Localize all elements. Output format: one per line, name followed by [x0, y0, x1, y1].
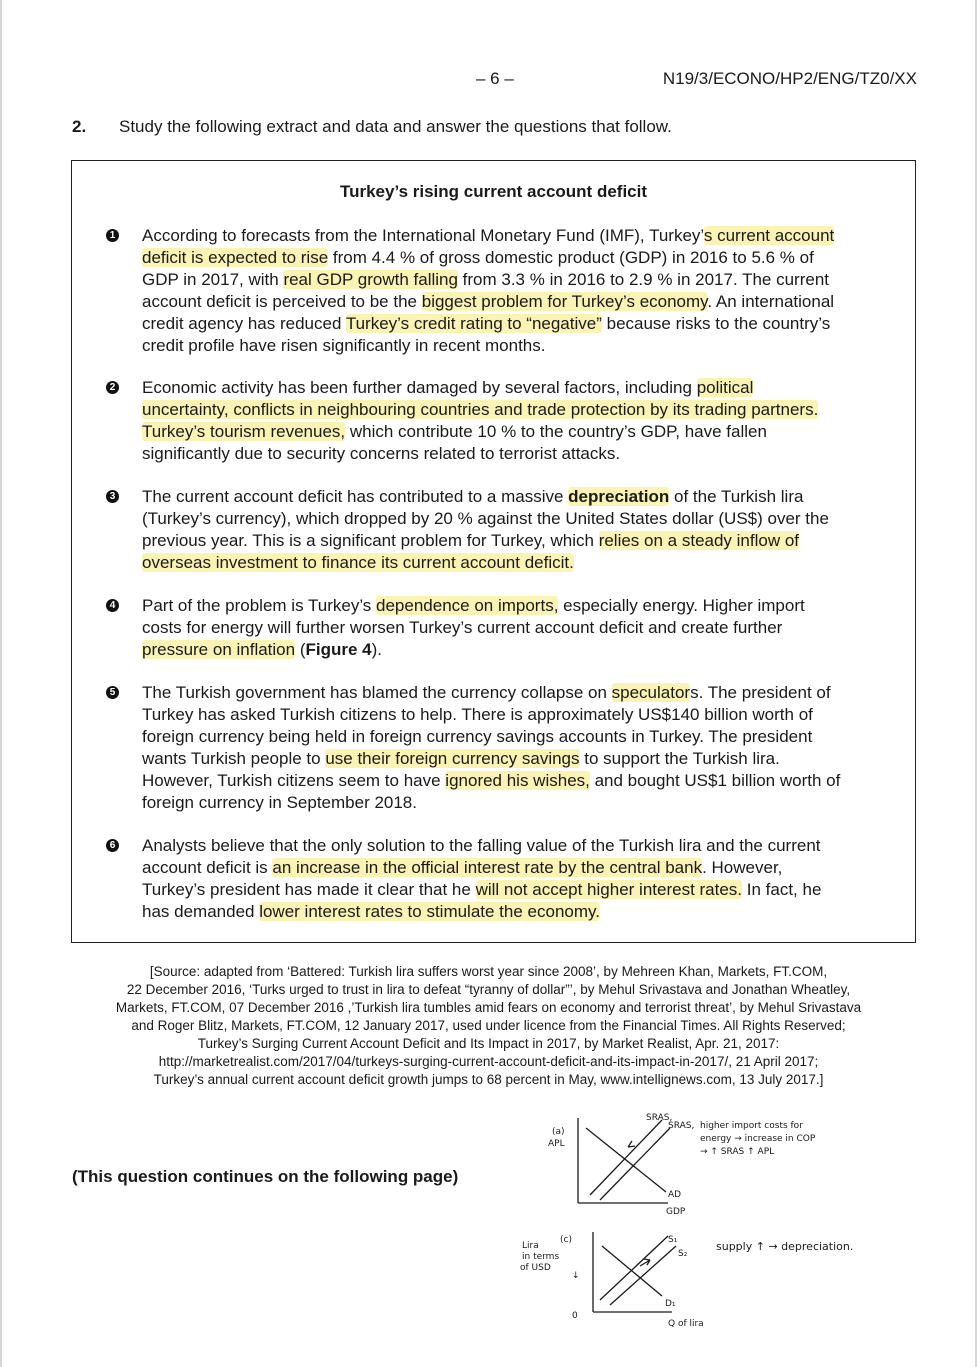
text-run: Turkey’s president has made it clear that he — [142, 880, 476, 899]
graph1-x-label: GDP — [666, 1207, 686, 1217]
graph2-y-label: of USD — [520, 1263, 551, 1273]
paragraph-marker-6: 6 — [106, 839, 119, 852]
graph2-supply-label: S₁ — [668, 1235, 678, 1245]
text-line — [142, 377, 902, 399]
paragraph-marker-1: 1 — [106, 229, 119, 242]
highlight: s current account — [703, 226, 835, 245]
page-edge — [0, 0, 2, 1367]
text-line: credit profile have risen significantly in recent months. — [142, 336, 546, 355]
text-run: which contribute 10 % to the country’s GDP, have fallen — [345, 422, 767, 441]
paragraph-marker-3: 3 — [106, 490, 119, 503]
text-line — [142, 639, 902, 661]
text-run: Part of the problem is Turkey’s — [142, 596, 377, 615]
text-line — [142, 552, 902, 574]
text-run: GDP in 2017, with — [142, 270, 284, 289]
text-line — [142, 879, 902, 901]
text-run: account deficit is — [142, 858, 273, 877]
text-run: of the Turkish lira — [669, 487, 804, 506]
paragraph-2 — [142, 377, 902, 465]
source-line: Markets, FT.COM, 07 December 2016 ,’Turkish lira tumbles amid fears on economy and terrorist threat’, by Mehul Srivastava — [115, 1000, 862, 1015]
text-run: account deficit is perceived to be the — [142, 292, 422, 311]
sketch-graph-ad-as — [578, 1118, 670, 1203]
highlight: political — [696, 378, 754, 397]
graph2-x-label: Q of lira — [668, 1319, 704, 1329]
graph1-curve-label: SRAS, — [668, 1121, 695, 1131]
source-line: and Roger Blitz, Markets, FT.COM, 12 January 2017, used under licence from the Financial Times. All Rights Reserved; — [131, 1018, 846, 1033]
sras-curve-1 — [590, 1120, 662, 1195]
highlight: lower interest rates to stimulate the economy. — [259, 902, 600, 921]
paragraph-marker-2: 2 — [106, 381, 119, 394]
graph2-origin: 0 — [572, 1311, 578, 1321]
sras-curve-2 — [600, 1128, 670, 1200]
supply-curve-2 — [610, 1246, 676, 1305]
text-line: costs for energy will further worsen Turkey’s current account deficit and create further — [142, 618, 783, 637]
text-line — [142, 291, 902, 313]
question-number: 2. — [72, 117, 87, 136]
highlight: ignored his wishes, — [445, 771, 590, 790]
highlight: Turkey’s credit rating to “negative” — [345, 314, 602, 333]
text-line — [142, 421, 902, 443]
highlight: real GDP growth falling — [283, 270, 458, 289]
text-run: ( — [295, 640, 306, 659]
highlight: deficit is expected to rise — [142, 248, 329, 267]
paragraph-marker-5: 5 — [106, 686, 119, 699]
text-line: foreign currency in September 2018. — [142, 793, 417, 812]
question-instruction: Study the following extract and data and answer the questions that follow. — [119, 117, 672, 136]
highlight: an increase in the official interest rate by the central bank — [272, 858, 703, 877]
document-code: N19/3/ECONO/HP2/ENG/TZ0/XX — [662, 69, 917, 88]
sketch-graph-lira-market — [593, 1232, 676, 1312]
source-line: Turkey’s Surging Current Account Deficit and Its Impact in 2017, by Market Realist, Apr. 21, 2017: — [197, 1036, 780, 1051]
text-run: In fact, he — [742, 880, 822, 899]
text-run: previous year. This is a significant problem for Turkey, which — [142, 531, 599, 550]
source-citation — [60, 963, 917, 1089]
text-run: credit agency has reduced — [142, 314, 346, 333]
figure-reference: Figure 4 — [305, 640, 372, 659]
text-line — [142, 530, 902, 552]
text-run: However, Turkish citizens seem to have — [142, 771, 446, 790]
text-run: especially energy. Higher import — [558, 596, 805, 615]
graph2-title: (c) — [560, 1235, 572, 1245]
demand-curve — [602, 1246, 662, 1296]
text-run: from 3.3 % in 2016 to 2.9 % in 2017. The current — [457, 270, 830, 289]
text-line — [142, 595, 902, 617]
paragraph-5 — [142, 682, 902, 814]
highlight: pressure on inflation — [142, 640, 296, 659]
handwritten-sketch — [500, 1100, 900, 1340]
paragraph-3 — [142, 486, 902, 574]
text-run: Economic activity has been further damaged by several factors, including — [142, 378, 697, 397]
text-line: significantly due to security concerns related to terrorist attacks. — [142, 444, 621, 463]
page-number: – 6 – — [476, 69, 514, 88]
text-line — [142, 399, 902, 421]
highlight: uncertainty, conflicts in neighbouring countries and trade protection by its trading partners. — [142, 400, 819, 419]
graph1-y-label: (a) — [552, 1127, 565, 1137]
highlight: dependence on imports, — [376, 596, 559, 615]
text-line — [142, 313, 902, 335]
highlight: will not accept higher interest rates. — [475, 880, 743, 899]
source-line: Turkey’s annual current account deficit growth jumps to 68 percent in May, www.intellignews.com, 13 July 2017.] — [153, 1072, 824, 1087]
text-run: to support the Turkish lira. — [579, 749, 780, 768]
graph2-demand-label: D₁ — [665, 1299, 676, 1309]
paragraph-4 — [142, 595, 902, 661]
paragraph-marker-4: 4 — [106, 599, 119, 612]
text-run: . An international — [707, 292, 835, 311]
text-line — [142, 225, 902, 247]
text-line — [142, 486, 902, 508]
text-line — [142, 748, 902, 770]
graph2-y-label: Lira — [522, 1241, 539, 1251]
paragraph-1 — [142, 225, 902, 357]
graph1-note: higher import costs for — [700, 1121, 803, 1131]
paragraph-6 — [142, 835, 902, 923]
source-line: [Source: adapted from ‘Battered: Turkish lira suffers worst year since 2008’, by Mehreen Khan, Markets, FT.COM, — [149, 964, 828, 979]
text-run: ). — [371, 640, 382, 659]
text-run: from 4.4 % of gross domestic product (GDP) in 2016 to 5.6 % of — [328, 248, 814, 267]
extract-box — [71, 160, 916, 943]
shift-arrow — [628, 1141, 635, 1147]
highlight: speculator — [611, 683, 691, 702]
highlight: overseas investment to finance its current account deficit. — [142, 553, 574, 572]
highlight: relies on a steady inflow of — [598, 531, 800, 550]
highlight: use their foreign currency savings — [325, 749, 580, 768]
text-line — [142, 901, 902, 923]
supply-curve-1 — [600, 1236, 668, 1300]
graph1-curve-label: SRAS, — [646, 1113, 673, 1123]
text-line — [142, 269, 902, 291]
text-line — [142, 770, 902, 792]
text-run: has demanded — [142, 902, 260, 921]
text-line: Analysts believe that the only solution to the falling value of the Turkish lira and the current — [142, 836, 821, 855]
source-line: http://marketrealist.com/2017/04/turkeys-surging-current-account-deficit-and-its-impact-in-2017/, 21 April 2017; — [158, 1054, 819, 1069]
highlight: Turkey’s tourism revenues, — [142, 422, 346, 441]
text-run: wants Turkish people to — [142, 749, 326, 768]
graph1-demand-label: AD — [668, 1190, 682, 1200]
text-run: According to forecasts from the International Monetary Fund (IMF), Turkey’ — [142, 226, 704, 245]
ad-curve — [586, 1128, 666, 1192]
text-line — [142, 857, 902, 879]
extract-title: Turkey’s rising current account deficit — [339, 182, 648, 201]
text-run: . However, — [702, 858, 783, 877]
graph2-y-label: in terms — [522, 1252, 560, 1262]
source-line: 22 December 2016, ‘Turks urged to trust in lira to defeat “tyranny of dollar”’, by Mehul Srivastava and Jonathan Wheatley, — [126, 982, 851, 997]
graph1-note: energy → increase in COP — [700, 1134, 816, 1144]
text-line — [142, 247, 902, 269]
text-run: and bought US$1 billion worth of — [589, 771, 841, 790]
highlight: biggest problem for Turkey’s economy — [421, 292, 708, 311]
graph2-down-arrow: ↓ — [572, 1271, 580, 1281]
text-run: The Turkish government has blamed the currency collapse on — [142, 683, 612, 702]
graph1-y-label: APL — [548, 1139, 565, 1149]
text-line: Turkey has asked Turkish citizens to help. There is approximately US$140 billion worth of — [142, 705, 813, 724]
text-line: foreign currency being held in foreign currency savings accounts in Turkey. The president — [142, 727, 813, 746]
highlight: depreciation — [568, 487, 670, 506]
graph1-note: → ↑ SRAS ↑ APL — [700, 1147, 775, 1157]
continues-note: (This question continues on the following page) — [72, 1167, 459, 1186]
text-line: (Turkey’s currency), which dropped by 20 % against the United States dollar (US$) over the — [142, 509, 829, 528]
text-run: because risks to the country’s — [601, 314, 831, 333]
text-line — [142, 682, 902, 704]
text-run: The current account deficit has contributed to a massive — [142, 487, 569, 506]
graph2-supply-label: S₂ — [678, 1249, 688, 1259]
graph2-note: supply ↑ → depreciation. — [716, 1240, 854, 1253]
text-run: s. The president of — [690, 683, 831, 702]
